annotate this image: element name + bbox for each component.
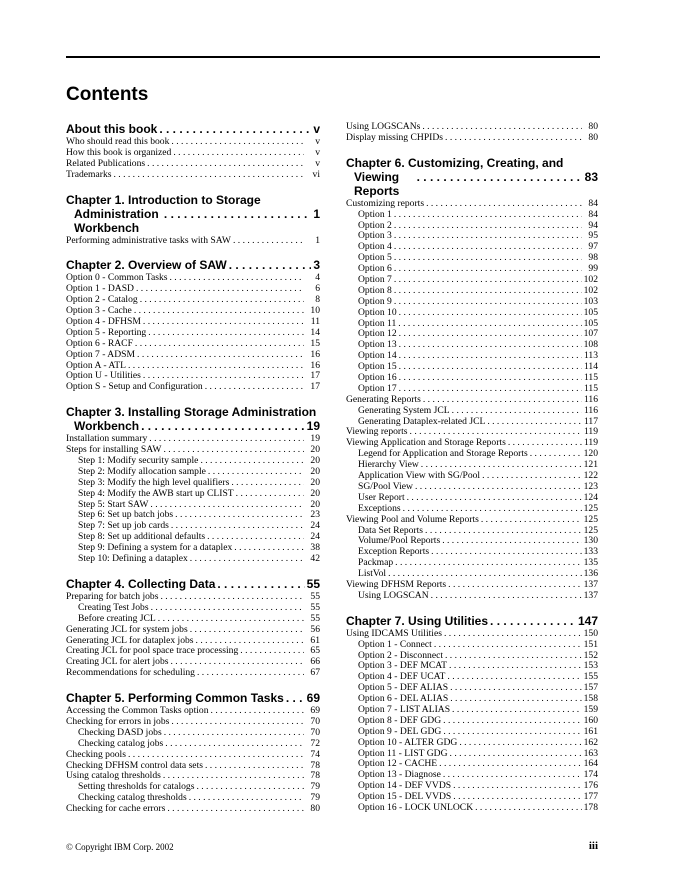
toc-heading-chapter-5[interactable] (66, 691, 320, 705)
toc-entry[interactable]: Viewing DFHSM Reports . . . 137 (346, 580, 598, 591)
toc-entry[interactable]: Creating JCL for alert jobs . . . 66 (66, 657, 320, 668)
toc-entry[interactable]: Option 3 . . . 95 (346, 231, 598, 242)
toc-entry[interactable]: Step 4: Modify the AWB start up CLIST . . . 20 (66, 489, 320, 500)
toc-entry[interactable]: Hierarchy View . . . 121 (346, 460, 598, 471)
page-title: Contents (66, 84, 149, 105)
toc-entry[interactable]: Customizing reports . . . 84 (346, 199, 598, 210)
toc-entry[interactable]: Option 11 - LIST GDG . . . 163 (346, 749, 598, 760)
toc-heading-chapter-7[interactable] (346, 614, 598, 628)
toc-entry[interactable]: Step 6: Set up batch jobs . . . 23 (66, 510, 320, 521)
heading-text: Chapter 6. Customizing, Creating, and (346, 155, 564, 170)
heading-text: Chapter 4. Collecting Data (66, 576, 216, 591)
toc-entry[interactable]: Option 2 . . . 94 (346, 221, 598, 232)
toc-entry[interactable]: Option 3 - DEF MCAT . . . 153 (346, 661, 598, 672)
toc-entry[interactable]: Option 10 - ALTER GDG . . . 162 (346, 738, 598, 749)
heading-text: Chapter 5. Performing Common Tasks (66, 691, 284, 706)
toc-entry[interactable]: Option 5 . . . 98 (346, 253, 598, 264)
toc-entry[interactable]: Viewing reports . . . 119 (346, 427, 598, 438)
toc-entry[interactable]: Option 1 . . . 84 (346, 210, 598, 221)
toc-entry[interactable]: Step 3: Modify the high level qualifiers . . . 20 (66, 478, 320, 489)
toc-entry[interactable]: Checking for cache errors . . . 80 (66, 804, 320, 815)
toc-entries-chapter-2 (66, 273, 320, 393)
toc-entry[interactable]: Option 14 . . . 113 (346, 351, 598, 362)
toc-entry[interactable]: Option 6 - RACF . . . 15 (66, 339, 320, 350)
toc-entry[interactable]: Option 1 - Connect . . . 151 (346, 640, 598, 651)
toc-heading-chapter-6[interactable] (346, 156, 598, 198)
toc-heading-chapter-1[interactable] (66, 193, 320, 235)
toc-entry[interactable]: Related Publications . . . v (66, 159, 320, 170)
toc-entry[interactable]: Generating Reports . . . 116 (346, 395, 598, 406)
toc-entry[interactable]: Option 17 . . . 115 (346, 384, 598, 395)
toc-entry[interactable]: Step 8: Set up additional defaults . . . 24 (66, 532, 320, 543)
toc-entry[interactable]: Option 15 . . . 114 (346, 362, 598, 373)
toc-entry[interactable]: Step 5: Start SAW . . . 20 (66, 500, 320, 511)
toc-entry[interactable]: Option 6 . . . 99 (346, 264, 598, 275)
toc-entry[interactable]: Viewing Application and Storage Reports . . . 119 (346, 438, 598, 449)
toc-entry[interactable]: Option 4 . . . 97 (346, 242, 598, 253)
toc-entry[interactable]: ListVol . . . 136 (346, 569, 598, 580)
toc-entry[interactable]: Using catalog thresholds . . . 78 (66, 771, 320, 782)
toc-entries-chapter-5 (66, 706, 320, 815)
toc-entry[interactable]: Option 15 - DEL VVDS . . . 177 (346, 792, 598, 803)
toc-entries-chapter-7 (346, 629, 598, 814)
toc-entry[interactable]: SG/Pool View . . . 123 (346, 482, 598, 493)
toc-entry[interactable]: Generating JCL for system jobs . . . 56 (66, 625, 320, 636)
toc-entry[interactable]: Using LOGSCAN . . . 137 (346, 591, 598, 602)
toc-entry[interactable]: Packmap . . . 135 (346, 558, 598, 569)
toc-entry[interactable]: Recommendations for scheduling . . . 67 (66, 668, 320, 679)
heading-page: v (313, 122, 320, 136)
toc-entry[interactable]: Option 13 - Diagnose . . . 174 (346, 770, 598, 781)
toc-entry[interactable]: Checking catalog jobs . . . 72 (66, 739, 320, 750)
toc-entry[interactable]: Option 16 . . . 115 (346, 373, 598, 384)
toc-heading-about[interactable] (66, 122, 320, 136)
toc-entry[interactable]: User Report . . . 124 (346, 493, 598, 504)
heading-text: Workbench (74, 419, 140, 434)
toc-entry[interactable]: Option S - Setup and Configuration . . . 17 (66, 382, 320, 393)
toc-heading-chapter-4[interactable] (66, 577, 320, 591)
toc-entry[interactable]: Who should read this book . . . v (66, 137, 320, 148)
toc-entry[interactable]: Accessing the Common Tasks option . . . 69 (66, 706, 320, 717)
toc-entry[interactable]: Step 10: Defining a dataplex . . . 42 (66, 554, 320, 565)
toc-entry[interactable]: Option 2 - Catalog . . . 8 (66, 295, 320, 306)
heading-text: Chapter 3. Installing Storage Administration (66, 405, 317, 420)
toc-entry[interactable]: Creating JCL for pool space trace processing . . . 65 (66, 646, 320, 657)
toc-entry[interactable]: Option 1 - DASD . . . 6 (66, 284, 320, 295)
heading-page: 1 (313, 206, 320, 221)
heading-page: 147 (577, 613, 598, 628)
toc-entry[interactable]: Checking pools . . . 74 (66, 750, 320, 761)
toc-entry[interactable]: Option U - Utilities . . . 17 (66, 371, 320, 382)
toc-entry[interactable]: Volume/Pool Reports . . . 130 (346, 536, 598, 547)
heading-text: About this book (66, 122, 158, 136)
toc-right-column (346, 122, 598, 814)
toc-entry[interactable]: Steps for installing SAW . . . 20 (66, 445, 320, 456)
toc-entry[interactable]: Generating System JCL . . . 116 (346, 406, 598, 417)
toc-entry[interactable]: Option 12 . . . 107 (346, 329, 598, 340)
toc-entry[interactable]: Option 5 - Reporting . . . 14 (66, 328, 320, 339)
toc-entry[interactable]: Option 2 - Disconnect . . . 152 (346, 651, 598, 662)
heading-text: Chapter 2. Overview of SAW (66, 258, 227, 273)
toc-entries-chapter-1 (66, 236, 320, 247)
toc-entry[interactable]: Option 6 - DEL ALIAS . . . 158 (346, 694, 598, 705)
toc-entry[interactable]: Option A - ATL . . . 16 (66, 361, 320, 372)
toc-entry[interactable]: Generating Dataplex-related JCL . . . 117 (346, 417, 598, 428)
toc-entry[interactable]: Option 0 - Common Tasks . . . 4 (66, 273, 320, 284)
toc-entry[interactable]: Option 9 - DEL GDG . . . 161 (346, 727, 598, 738)
toc-entry[interactable]: How this book is organized . . . v (66, 148, 320, 159)
heading-text: Administration Workbench (74, 206, 159, 235)
toc-entry[interactable]: Checking catalog thresholds . . . 79 (66, 793, 320, 804)
toc-entry[interactable]: Option 8 . . . 102 (346, 286, 598, 297)
heading-page: 3 (313, 258, 320, 273)
toc-entry[interactable]: Option 9 . . . 103 (346, 297, 598, 308)
toc-entry[interactable]: Checking DASD jobs . . . 70 (66, 728, 320, 739)
toc-entry[interactable]: Option 8 - DEF GDG . . . 160 (346, 716, 598, 727)
page-number: iii (588, 840, 598, 852)
toc-entry[interactable]: Option 10 . . . 105 (346, 308, 598, 319)
toc-entry[interactable]: Option 4 - DEF UCAT . . . 155 (346, 672, 598, 683)
toc-heading-chapter-2[interactable] (66, 258, 320, 272)
toc-entry[interactable]: Option 16 - LOCK UNLOCK . . . 178 (346, 803, 598, 814)
toc-entry[interactable]: Installation summary . . . 19 (66, 434, 320, 445)
toc-entries-chapter-3 (66, 434, 320, 565)
heading-page: 83 (584, 169, 598, 184)
toc-entry[interactable]: Step 1: Modify security sample . . . 20 (66, 456, 320, 467)
toc-entries-about (66, 137, 320, 181)
toc-entry[interactable]: Application View with SG/Pool . . . 122 (346, 471, 598, 482)
toc-entry[interactable]: Before creating JCL . . . 55 (66, 614, 320, 625)
toc-entry[interactable]: Trademarks . . . vi (66, 170, 320, 181)
toc-heading-chapter-3[interactable] (66, 405, 320, 433)
toc-entry[interactable]: Creating Test Jobs . . . 55 (66, 603, 320, 614)
toc-entry[interactable]: Legend for Application and Storage Reports . . . 120 (346, 449, 598, 460)
toc-entry[interactable]: Preparing for batch jobs . . . 55 (66, 592, 320, 603)
toc-entry[interactable]: Option 13 . . . 108 (346, 340, 598, 351)
toc-entry[interactable]: Option 11 . . . 105 (346, 319, 598, 330)
toc-entry[interactable]: Step 9: Defining a system for a dataplex . . . 38 (66, 543, 320, 554)
heading-text: Chapter 7. Using Utilities (346, 613, 489, 628)
toc-entry[interactable]: Exception Reports . . . 133 (346, 547, 598, 558)
toc-entry[interactable]: Option 14 - DEF VVDS . . . 176 (346, 781, 598, 792)
heading-text: Viewing Reports (354, 169, 400, 198)
toc-entries-chapter-5-continued (346, 122, 598, 144)
toc-entry[interactable]: Option 7 - LIST ALIAS . . . 159 (346, 705, 598, 716)
toc-entry[interactable]: Using IDCAMS Utilities . . . 150 (346, 629, 598, 640)
toc-entry[interactable]: Performing administrative tasks with SAW . . . 1 (66, 236, 320, 247)
toc-entry[interactable]: Data Set Reports . . . 125 (346, 526, 598, 537)
copyright-footer: © Copyright IBM Corp. 2002 (66, 842, 174, 852)
toc-entry[interactable]: Checking for errors in jobs . . . 70 (66, 717, 320, 728)
toc-entry[interactable]: Step 2: Modify allocation sample . . . 20 (66, 467, 320, 478)
toc-entry[interactable]: Option 4 - DFHSM . . . 11 (66, 317, 320, 328)
toc-entries-chapter-4 (66, 592, 320, 679)
toc-entry[interactable]: Setting thresholds for catalogs . . . 79 (66, 782, 320, 793)
toc-entry[interactable]: Viewing Pool and Volume Reports . . . 125 (346, 515, 598, 526)
toc-entry[interactable]: Option 3 - Cache . . . 10 (66, 306, 320, 317)
top-rule (66, 56, 600, 58)
toc-entry[interactable]: Option 5 - DEF ALIAS . . . 157 (346, 683, 598, 694)
heading-page: 55 (306, 576, 320, 591)
heading-page: 19 (306, 419, 320, 434)
toc-entry[interactable]: Generating JCL for dataplex jobs . . . 61 (66, 636, 320, 647)
toc-entry[interactable]: Option 7 . . . 102 (346, 275, 598, 286)
toc-entry[interactable]: Using LOGSCANs . . . 80 (346, 122, 598, 133)
toc-entry[interactable]: Display missing CHPIDs . . . 80 (346, 133, 598, 144)
toc-entry[interactable]: Exceptions . . . 125 (346, 504, 598, 515)
heading-text: Chapter 1. Introduction to Storage (66, 192, 261, 207)
toc-left-column (66, 122, 320, 815)
toc-entries-chapter-6 (346, 199, 598, 602)
toc-entry[interactable]: Checking DFHSM control data sets . . . 78 (66, 761, 320, 772)
toc-entry[interactable]: Step 7: Set up job cards . . . 24 (66, 521, 320, 532)
heading-page: 69 (306, 691, 320, 706)
toc-entry[interactable]: Option 12 - CACHE . . . 164 (346, 759, 598, 770)
toc-entry[interactable]: Option 7 - ADSM . . . 16 (66, 350, 320, 361)
